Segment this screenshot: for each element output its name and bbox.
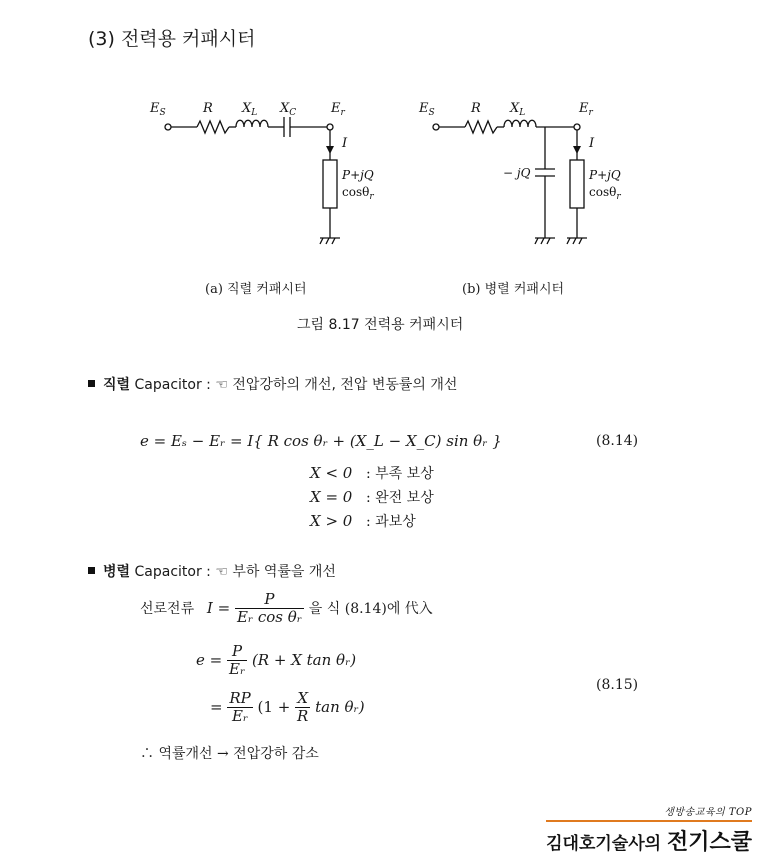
- diagram-b-load: [570, 160, 584, 208]
- parallel-section-title: 병렬 Capacitor : ☜ 부하 역률을 개선: [88, 561, 336, 581]
- diagram-a-caption: (a) 직렬 커패시터: [205, 282, 307, 297]
- diagram-a-xc-label: $X_C$: [280, 101, 297, 118]
- diagram-a-i-label: I: [342, 136, 348, 151]
- diagram-b-er-label: $E_r$: [579, 101, 593, 118]
- diagram-a-er-label: $E_r$: [331, 101, 345, 118]
- diagram-b-xl-label: $X_L$: [510, 101, 526, 118]
- diagram-a-source-terminal: [165, 124, 171, 130]
- diagram-b-es-label: $E_S$: [419, 101, 435, 118]
- eq-number-8-15: (8.15): [596, 677, 639, 693]
- series-section-title: 직렬 Capacitor : ☜ 전압강하의 개선, 전압 변동률의 개선: [88, 374, 457, 394]
- equation-8-14: e = Eₛ − Eᵣ = I{ R cos θᵣ + (X_L − X_C) sin θᵣ }: [140, 432, 502, 450]
- diagram-a-current-arrow: [326, 146, 334, 154]
- diagram-a-load-pq: P+jQ: [342, 168, 374, 182]
- case-full-compensation: X = 0 : 완전 보상: [310, 488, 434, 506]
- circuit-diagrams: [0, 0, 760, 310]
- diagram-b-receiving-terminal: [574, 124, 580, 130]
- case-over-compensation: X > 0 : 과보상: [310, 512, 416, 530]
- figure-title: 그림 8.17 전력용 커패시터: [297, 317, 464, 333]
- diagram-a-load-pf: cosθ$_r$: [342, 185, 374, 202]
- section-heading: (3) 전력용 커패시터: [88, 28, 256, 50]
- diagram-b-load-pq: P+jQ: [589, 168, 621, 182]
- diagram-a-es-label: $E_S$: [150, 101, 166, 118]
- line-current-expression: 선로전류 I = $\frac{P}{\text{Eᵣ cos θᵣ}}$ 을 식 (8.14)에 代入: [140, 590, 433, 627]
- conclusion-line: ∴ 역률개선 → 전압강하 감소: [140, 746, 319, 762]
- equation-8-15-line1: e = $\frac{P}{\text{Eᵣ}}$ (R + X tan θᵣ): [196, 642, 357, 679]
- diagram-b-caption: (b) 병렬 커패시터: [462, 282, 565, 297]
- diagram-b-resistor: [465, 121, 497, 133]
- diagram-a-load: [323, 160, 337, 208]
- logo-title: 김대호기술사의 전기스쿨: [546, 830, 752, 855]
- bullet-square-icon: [88, 380, 95, 387]
- diagram-a-inductor: [236, 120, 268, 127]
- bullet-square-icon: [88, 567, 95, 574]
- brand-logo: [546, 803, 752, 856]
- diagram-b-current-arrow: [573, 146, 581, 154]
- diagram-a-xl-label: $X_L$: [242, 101, 258, 118]
- diagram-a-resistor: [197, 121, 229, 133]
- logo-tagline: 생방송교육의 TOP: [664, 807, 752, 818]
- diagram-b-r-label: R: [471, 101, 481, 116]
- diagram-b-inductor: [504, 120, 536, 127]
- case-under-compensation: X < 0 : 부족 보상: [310, 464, 434, 482]
- diagram-b-source-terminal: [433, 124, 439, 130]
- diagram-a-r-label: R: [203, 101, 213, 116]
- diagram-b-cap-label: − jQ: [503, 166, 531, 180]
- eq-number-8-14: (8.14): [596, 433, 639, 449]
- logo-accent-bar: [546, 820, 752, 822]
- equation-8-15-line2: = $\frac{RP}{\text{Eᵣ}}$ (1 + $\frac{X}{R}$ tan θᵣ): [210, 689, 365, 726]
- diagram-b-load-pf: cosθ$_r$: [589, 185, 621, 202]
- diagram-a-receiving-terminal: [327, 124, 333, 130]
- diagram-b-i-label: I: [589, 136, 595, 151]
